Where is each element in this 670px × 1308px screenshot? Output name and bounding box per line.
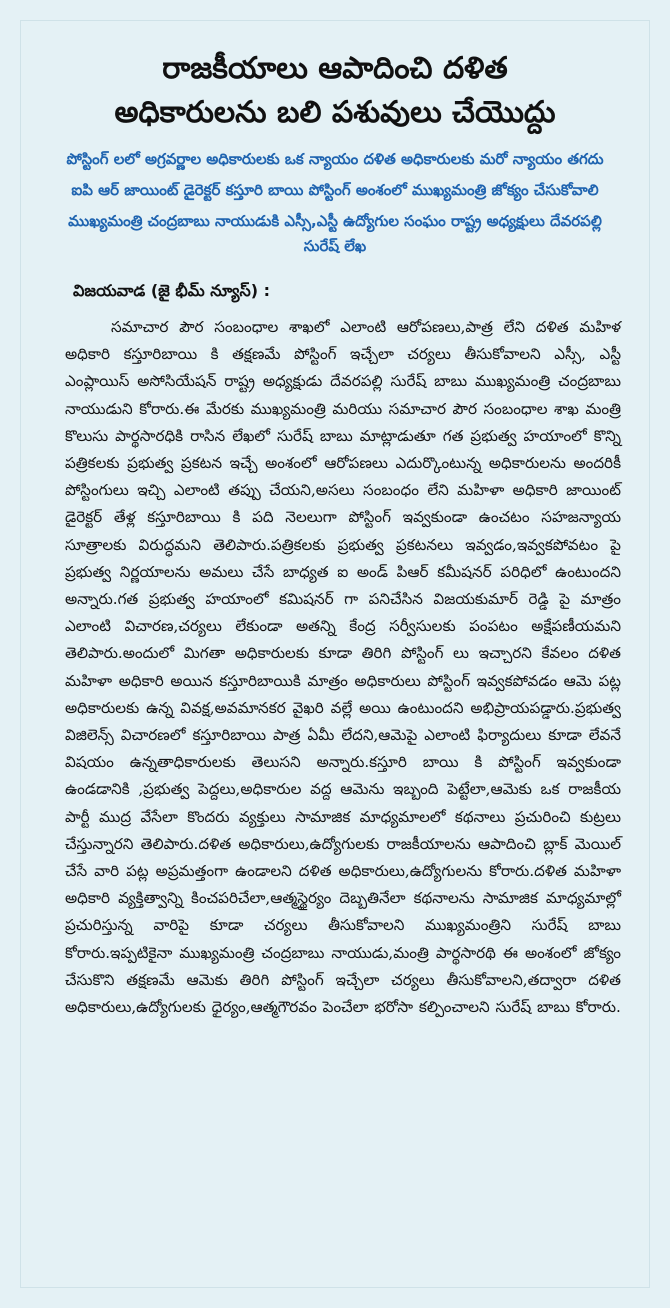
headline <box>21 47 649 135</box>
article-body: సమాచార పౌర సంబంధాల శాఖలో ఎలాంటి ఆరోపణలు,పాత్ర లేని దళిత మహిళ అధికారి కస్తూరిబాయి కి తక్షణమే పోస్టింగ్ ఇచ్చేలా చర్యలు తీసుకోవాలని ఎస్సీ, ఎస్టీ ఎంప్లాయిస్ అసోసియేషన్ రాష్ట్ర అధ్యక్షుడు దేవరపల్లి సురేష్ బాబు ముఖ్యమంత్రి చంద్రబాబు నాయుడుని కోరారు.ఈ మేరకు ముఖ్యమంత్రి మరియు సమాచార పౌర సంబంధాల శాఖ మంత్రి కొలుసు పార్థసారధికి రాసిన లేఖలో సురేష్ బాబు మాట్లాడుతూ గత ప్రభుత్వ హయాంలో కొన్ని పత్రికలకు ప్రభుత్వ ప్రకటన ఇచ్చే అంశంలో ఆరోపణలు ఎదుర్కొంటున్న అధికారులను అందరికీ పోస్టింగులు ఇచ్చి ఎలాంటి తప్పు చేయని,అసలు సంబంధం లేని మహిళా అధికారి జాయింట్ డైరెక్టర్ తేళ్ల కస్తూరిబాయి కి పది నెలలుగా పోస్టింగ్ ఇవ్వకుండా ఉంచటం సహజన్యాయ సూత్రాలకు విరుద్ధమని తెలిపారు.పత్రికలకు ప్రభుత్వ ప్రకటనలు ఇవ్వడం,ఇవ్వకపోవటం పై ప్రభుత్వ నిర్ణయాలను అమలు చేసే బాధ్యత ఐ అండ్ పిఆర్ కమీషనర్ పరిధిలో ఉంటుందని అన్నారు.గత ప్రభుత్వ హయాంలో కమిషనర్ గా పనిచేసిన విజయకుమార్ రెడ్డి పై మాత్రం ఎలాంటి విచారణ,చర్యలు లేకుండా అతన్ని కేంద్ర సర్వీసులకు పంపటం అక్షేపణీయమని తెలిపారు.అందులో మిగతా అధికారులకు కూడా తిరిగి పోస్టింగ్ లు ఇచ్చారని కేవలం దళిత మహిళా అధికారి అయిన కస్తూరిబాయికి మాత్రం అధికారులు పోస్టింగ్ ఇవ్వకపోవడం ఆమె పట్ల అధికారులకు ఉన్న వివక్ష,అవమానకర వైఖరి వల్లే అయి ఉంటుందని అభిప్రాయపడ్డారు.ప్రభుత్వ విజిలెన్స్ విచారణలో కస్తూరిబాయి పాత్ర ఏమీ లేదని,ఆమెపై ఎలాంటి ఫిర్యాదులు కూడా లేవనే విషయం ఉన్నతాధికారులకు తెలుసని అన్నారు.కస్తూరి బాయి కి పోస్టింగ్ ఇవ్వకుండా ఉండడానికి ,ప్రభుత్వ పెద్దలు,అధికారుల వద్ద ఆమెను ఇబ్బంది పెట్టేలా,ఆమెకు ఒక రాజకీయ పార్టీ ముద్ర వేసేలా కొందరు వ్యక్తులు సామాజిక మాధ్యమాలలో కథనాలు ప్రచురించి కుట్రలు చేస్తున్నారని తెలిపారు.దళిత అధికారులు,ఉద్యోగులకు రాజకీయాలను ఆపాదించి బ్లాక్ మెయిల్ చేసే వారి పట్ల అప్రమత్తంగా ఉండాలని దళిత అధికారులు,ఉద్యోగులను కోరారు.దళిత మహిళా అధికారి వ్యక్తిత్వాన్ని కించపరిచేలా,ఆత్మస్థైర్యం దెబ్బతినేలా కథనాలను సామాజిక మాధ్యమాల్లో ప్రచురిస్తున్న వారిపై కూడా చర్యలు తీసుకోవాలని ముఖ్యమంత్రిని సురేష్ బాబు కోరారు.ఇప్పటికైనా ముఖ్యమంత్రి చంద్రబాబు నాయుడు,మంత్రి పార్థసారథి ఈ అంశంలో జోక్యం చేసుకొని తక్షణమే ఆమెకు తిరిగి పోస్టింగ్ ఇచ్చేలా చర్యలు తీసుకోవాలని,తద్వారా దళిత అధికారులు,ఉద్యోగులకు ధైర్యం,ఆత్మగౌరవం పెంచేలా భరోసా కల్పించాలని సురేష్ బాబు కోరారు. <box>65 318 621 1017</box>
subheading-3: ముఖ్యమంత్రి చంద్రబాబు నాయుడుకి ఎస్సీ,ఎస్టీ ఉద్యోగుల సంఘం రాష్ట్ర అధ్యక్షులు దేవరపల్లి సురేష్ లేఖ <box>68 212 602 255</box>
news-clipping <box>20 20 650 1288</box>
subheading-1: పోస్టింగ్ లలో అగ్రవర్ణాల అధికారులకు ఒక న్యాయం దళిత అధికారులకు మరో న్యాయం తగదు <box>66 150 604 168</box>
subheading-2: ఐపి ఆర్ జాయింట్ డైరెక్టర్ కస్తూరి బాయి పోస్టింగ్ అంశంలో ముఖ్యమంత్రి జోక్యం చేసుకోవాలి <box>71 181 599 199</box>
subheadings <box>21 147 649 259</box>
dateline: విజయవాడ (జై భీమ్ న్యూస్) : <box>73 281 271 300</box>
headline-line-1: రాజకీయాలు ఆపాదించి దళిత <box>162 51 508 86</box>
headline-line-2: అధికారులను బలి పశువులు చేయొద్దు <box>114 95 556 130</box>
